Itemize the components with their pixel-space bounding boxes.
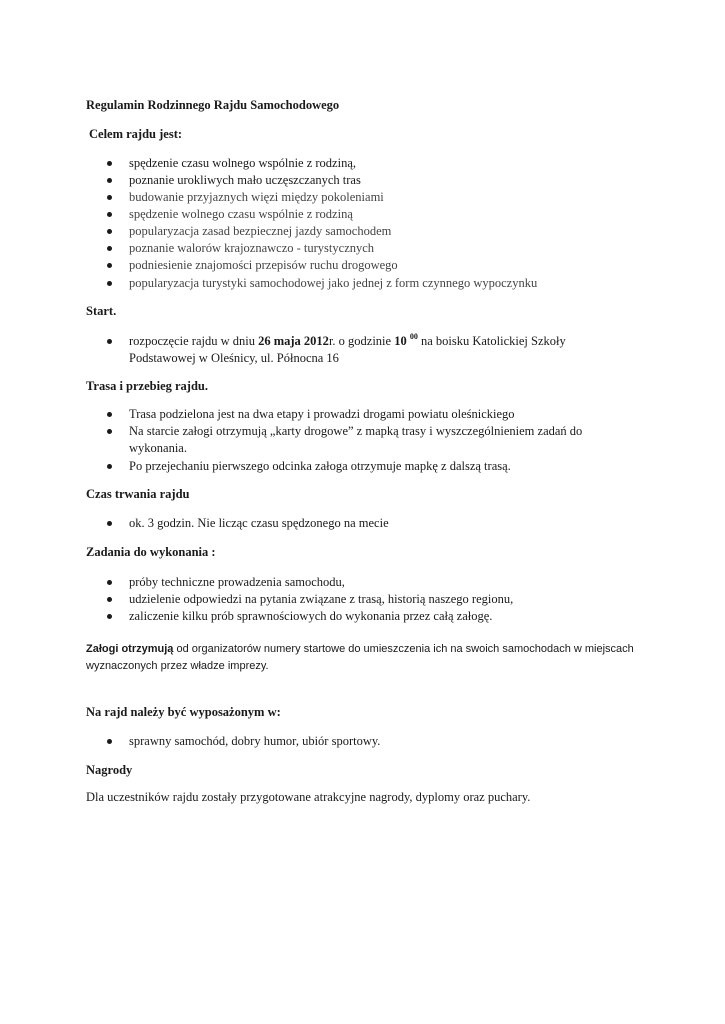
goal-item: podniesienie znajomości przepisów ruchu drogowego bbox=[129, 258, 398, 272]
bullet-icon bbox=[107, 739, 112, 744]
start-text-c: na boisku Katolickiej Szkoły bbox=[417, 334, 566, 348]
start-line-2: Podstawowej w Oleśnicy, ul. Północna 16 bbox=[129, 351, 339, 365]
start-minutes: 00 bbox=[409, 331, 418, 341]
tasks-heading: Zadania do wykonania : bbox=[86, 545, 216, 559]
document-title: Regulamin Rodzinnego Rajdu Samochodowego bbox=[86, 98, 340, 112]
bullet-icon bbox=[107, 195, 112, 200]
start-text-a: rozpoczęcie rajdu w dniu bbox=[129, 334, 259, 348]
bullet-icon bbox=[107, 212, 112, 217]
route-item: Na starcie załogi otrzymują „karty drogowe” z mapką trasy i wyszczególnieniem zadań do bbox=[129, 424, 583, 438]
goal-item: poznanie urokliwych mało uczęszczanych tras bbox=[129, 173, 361, 187]
bullet-icon bbox=[107, 246, 112, 251]
bullet-icon bbox=[107, 429, 112, 434]
task-item: zaliczenie kilku prób sprawnościowych do wykonania przez całą załogę. bbox=[129, 609, 493, 623]
goal-item: spędzenie czasu wolnego wspólnie z rodziną, bbox=[129, 156, 357, 170]
bullet-icon bbox=[107, 178, 112, 183]
start-hour: 10 bbox=[394, 334, 407, 348]
goal-item: popularyzacja turystyki samochodowej jako jednej z form czynnego wypoczynku bbox=[129, 276, 538, 290]
bullet-icon bbox=[107, 614, 112, 619]
equipment-heading: Na rajd należy być wyposażonym w: bbox=[86, 705, 281, 719]
bullet-icon bbox=[107, 580, 112, 585]
task-item: próby techniczne prowadzenia samochodu, bbox=[129, 575, 345, 589]
route-item: Trasa podzielona jest na dwa etapy i prowadzi drogami powiatu oleśnickiego bbox=[129, 407, 515, 421]
prizes-heading: Nagrody bbox=[86, 763, 133, 777]
bullet-icon bbox=[107, 339, 112, 344]
crews-line-2: wyznaczonych przez władze imprezy. bbox=[86, 660, 269, 672]
route-item: Po przejechaniu pierwszego odcinka załoga otrzymuje mapkę z dalszą trasą. bbox=[129, 459, 511, 473]
bullet-icon bbox=[107, 229, 112, 234]
start-heading: Start. bbox=[86, 304, 117, 318]
goal-item: poznanie walorów krajoznawczo - turystycznych bbox=[129, 241, 375, 255]
crews-rest: od organizatorów numery startowe do umieszczenia ich na swoich samochodach w miejscach bbox=[173, 643, 634, 655]
start-line bbox=[129, 333, 566, 350]
start-text-b: r. o godzinie bbox=[328, 334, 395, 348]
goals-heading: Celem rajdu jest: bbox=[89, 127, 183, 141]
duration-item: ok. 3 godzin. Nie licząc czasu spędzonego na mecie bbox=[129, 516, 389, 530]
crews-paragraph bbox=[86, 641, 634, 658]
duration-heading: Czas trwania rajdu bbox=[86, 487, 190, 501]
goal-item: spędzenie wolnego czasu wspólnie z rodziną bbox=[129, 207, 353, 221]
start-date: 26 maja 2012 bbox=[258, 334, 329, 348]
bullet-icon bbox=[107, 521, 112, 526]
route-item-cont: wykonania. bbox=[129, 441, 187, 455]
crews-bold: Załogi otrzymują bbox=[86, 643, 174, 655]
bullet-icon bbox=[107, 412, 112, 417]
bullet-icon bbox=[107, 281, 112, 286]
goal-item: budowanie przyjaznych więzi między pokoleniami bbox=[129, 190, 384, 204]
prizes-text: Dla uczestników rajdu zostały przygotowane atrakcyjne nagrody, dyplomy oraz puchary. bbox=[86, 790, 531, 804]
goal-item: popularyzacja zasad bezpiecznej jazdy samochodem bbox=[129, 224, 392, 238]
bullet-icon bbox=[107, 161, 112, 166]
task-item: udzielenie odpowiedzi na pytania związane z trasą, historią naszego regionu, bbox=[129, 592, 514, 606]
equipment-item: sprawny samochód, dobry humor, ubiór sportowy. bbox=[129, 734, 381, 748]
bullet-icon bbox=[107, 597, 112, 602]
bullet-icon bbox=[107, 464, 112, 469]
route-heading: Trasa i przebieg rajdu. bbox=[86, 379, 208, 393]
bullet-icon bbox=[107, 263, 112, 268]
